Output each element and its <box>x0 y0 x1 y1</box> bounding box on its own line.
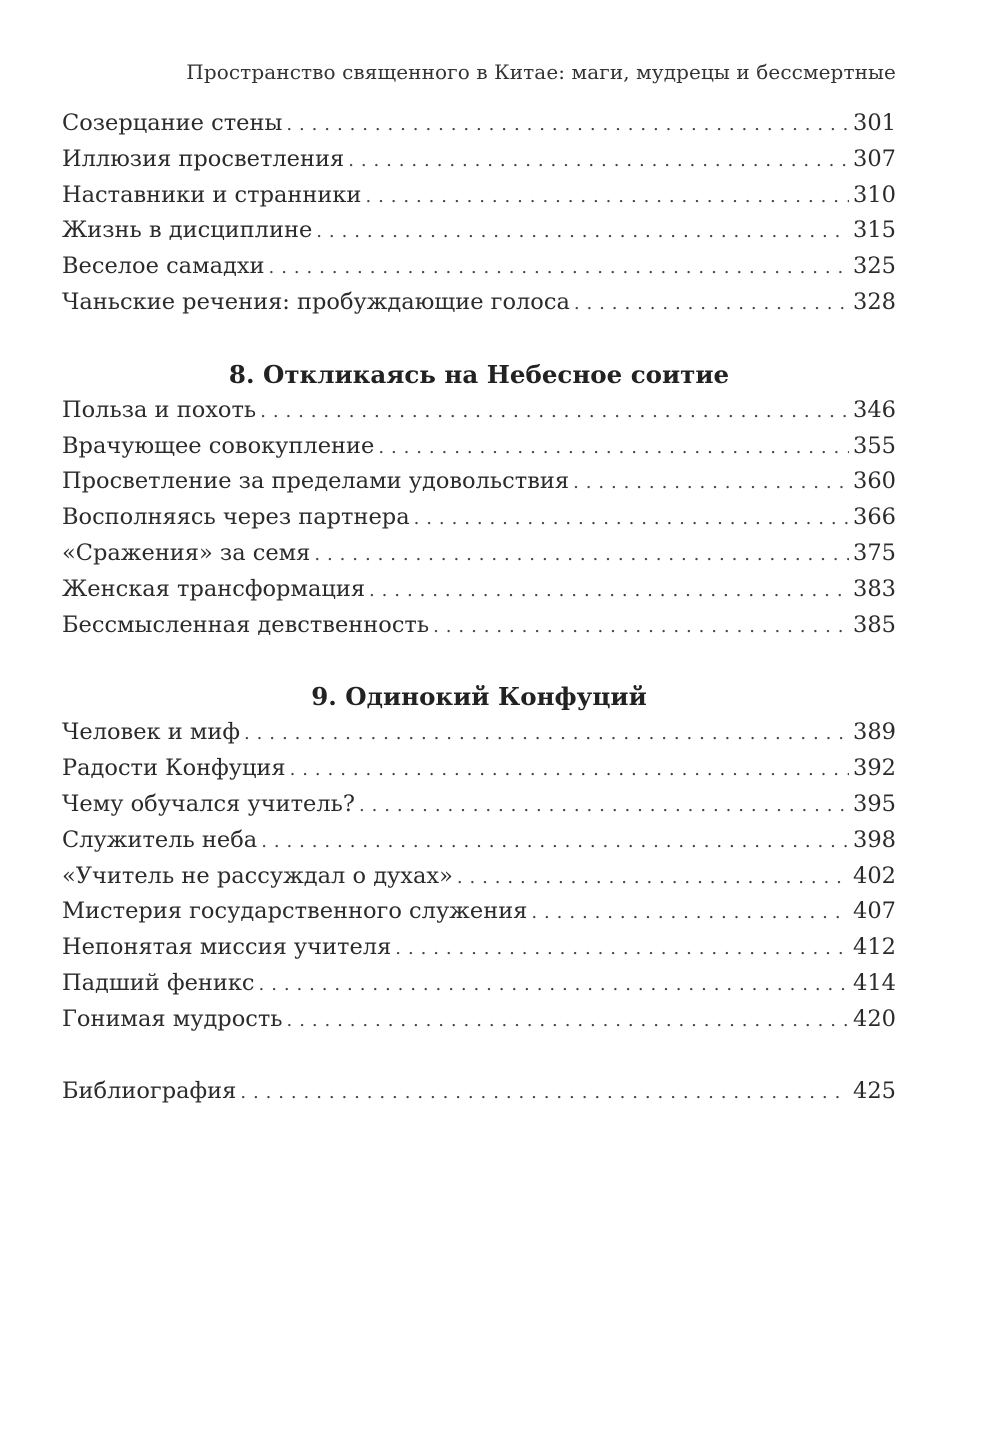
chapter-heading: 8. Откликаясь на Небесное соитие <box>228 359 730 389</box>
toc-entry <box>62 393 896 429</box>
leader-dots <box>574 286 849 321</box>
toc-entry <box>62 213 896 249</box>
toc-entry-title: Человек и миф <box>62 719 241 746</box>
running-head: Пространство священного в Китае: маги, мудрецы и бессмертные <box>186 60 896 84</box>
toc-entry-title: Бессмысленная девственность <box>62 611 430 638</box>
toc-entry-title: Иллюзия просветления <box>62 145 345 172</box>
toc-entry <box>62 106 896 142</box>
toc-entry-title: Непонятая миссия учителя <box>62 934 392 961</box>
leader-dots <box>259 967 850 1002</box>
toc-entry-title: Жизнь в дисциплине <box>62 217 313 244</box>
toc-entry-page: 301 <box>853 110 896 136</box>
toc-entry-title: Веселое самадхи <box>62 253 265 280</box>
toc-entry <box>62 859 896 895</box>
leader-dots <box>414 501 849 536</box>
toc-entry-page: 366 <box>853 504 896 531</box>
leader-dots <box>240 1075 849 1110</box>
toc-entry <box>62 715 896 751</box>
toc-entry-title: Чему обучался учитель? <box>62 790 355 817</box>
toc-entry-title: Служитель неба <box>62 826 258 853</box>
toc-entry-title: Мистерия государственного служения <box>62 898 528 925</box>
toc-entry-title: Восполняясь через партнера <box>62 504 410 531</box>
toc-entry <box>62 751 896 787</box>
toc-entry-page: 383 <box>853 575 896 602</box>
leader-dots <box>378 430 849 465</box>
spacer <box>62 321 896 357</box>
toc-entry <box>62 429 896 465</box>
toc-entry-page: 420 <box>853 1005 896 1032</box>
toc-entry-page: 414 <box>853 969 896 996</box>
toc-entry-title: Созерцание стены <box>62 110 283 136</box>
toc-entry-title: Женская трансформация <box>62 575 366 602</box>
spacer <box>62 643 896 679</box>
leader-dots <box>395 931 849 966</box>
leader-dots <box>316 214 849 249</box>
toc-entry <box>62 178 896 214</box>
toc-entry-page: 328 <box>853 288 896 315</box>
toc-entry-title: Библиография <box>62 1077 237 1104</box>
leader-dots <box>531 895 849 930</box>
leader-dots <box>286 107 849 142</box>
toc-entry <box>62 464 896 500</box>
toc-entry <box>62 142 896 178</box>
toc-entry <box>62 787 896 823</box>
toc-entry-page: 315 <box>853 217 896 244</box>
toc-entry-title: Врачующее совокупление <box>62 432 375 459</box>
leader-dots <box>244 716 849 751</box>
toc-entry-title: «Сражения» за семя <box>62 539 311 566</box>
toc-entry <box>62 966 896 1002</box>
toc-entry-page: 407 <box>853 898 896 925</box>
toc-entry-page: 360 <box>853 468 896 495</box>
toc-entry-title: Наставники и странники <box>62 181 362 208</box>
leader-dots <box>359 788 849 823</box>
toc-entry-page: 310 <box>853 181 896 208</box>
toc-entry-title: Гонимая мудрость <box>62 1005 283 1032</box>
toc-entry-page: 412 <box>853 934 896 961</box>
toc-entry-title: Радости Конфуция <box>62 755 286 782</box>
toc-entry <box>62 930 896 966</box>
toc-entry-page: 389 <box>853 719 896 746</box>
toc-entry-title: Просветление за пределами удовольствия <box>62 468 570 495</box>
toc-entry-page: 307 <box>853 145 896 172</box>
leader-dots <box>433 609 849 644</box>
toc-entry <box>62 608 896 644</box>
toc-entry-page: 355 <box>853 432 896 459</box>
toc-entry-page: 392 <box>853 755 896 782</box>
toc-entry <box>62 249 896 285</box>
toc-entry-page: 395 <box>853 790 896 817</box>
leader-dots <box>261 824 849 859</box>
chapter-heading: 9. Одинокий Конфуций <box>311 682 647 712</box>
leader-dots <box>260 394 849 429</box>
toc-entry <box>62 1002 896 1038</box>
leader-dots <box>457 860 849 895</box>
leader-dots <box>290 752 849 787</box>
toc-entry-title: «Учитель не рассуждал о духах» <box>62 862 453 889</box>
toc-entry-title: Падший феникс <box>62 969 255 996</box>
toc-entry <box>62 536 896 572</box>
toc-entry <box>62 285 896 321</box>
toc-entry-page: 375 <box>853 539 896 566</box>
toc-entry <box>62 894 896 930</box>
spacer <box>62 1038 896 1074</box>
toc-entry <box>62 572 896 608</box>
leader-dots <box>573 465 849 500</box>
toc-entry <box>62 500 896 536</box>
leader-dots <box>348 143 849 178</box>
leader-dots <box>369 573 849 608</box>
toc-entry-page: 385 <box>853 611 896 638</box>
leader-dots <box>287 1003 850 1038</box>
toc-entry-page: 402 <box>853 862 896 889</box>
toc-entry-page: 398 <box>853 826 896 853</box>
toc-entry-title: Польза и похоть <box>62 396 257 423</box>
leader-dots <box>314 537 849 572</box>
toc-entry-bibliography <box>62 1074 896 1110</box>
toc-entry-page: 425 <box>853 1077 896 1104</box>
toc-entry <box>62 823 896 859</box>
toc-entry-page: 325 <box>853 253 896 280</box>
toc-entry-title: Чаньские речения: пробуждающие голоса <box>62 288 570 315</box>
leader-dots <box>269 250 850 285</box>
leader-dots <box>365 179 849 214</box>
table-of-contents <box>62 106 896 1109</box>
toc-entry-page: 346 <box>853 396 896 423</box>
